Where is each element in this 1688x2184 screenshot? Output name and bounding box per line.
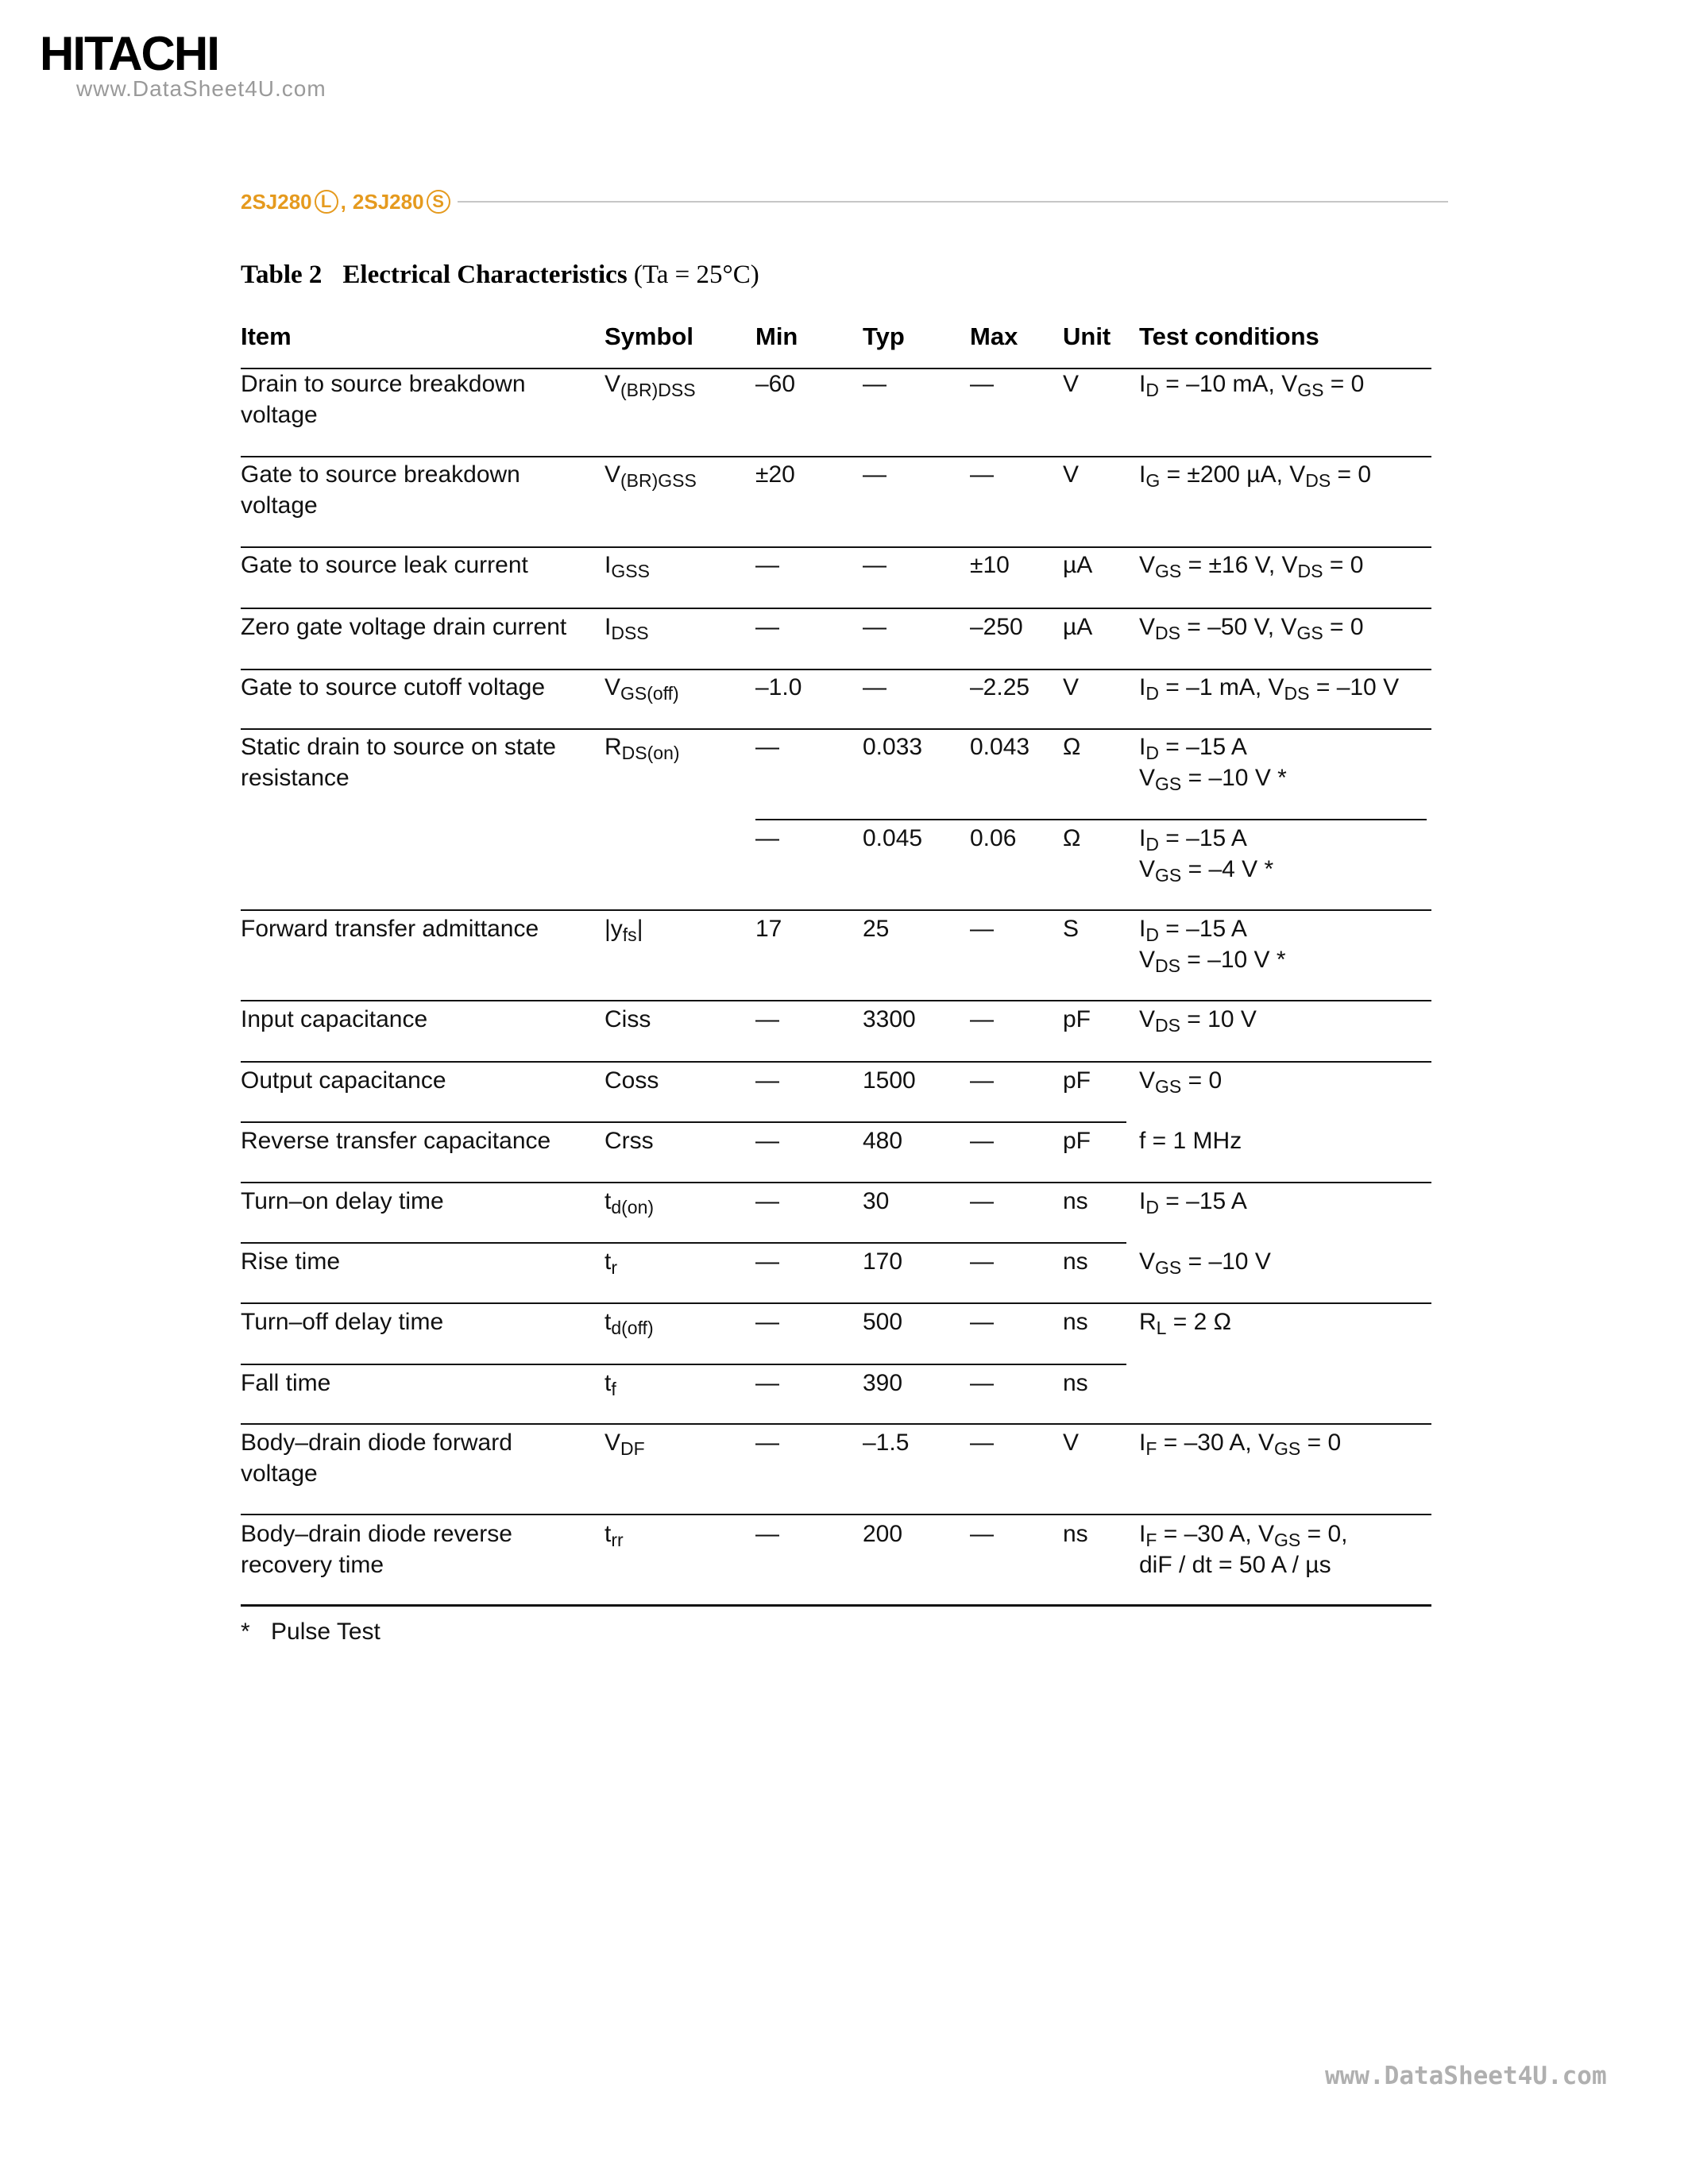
text-run: = 0: [1323, 552, 1364, 578]
row-item-label: Input capacitance: [241, 1006, 428, 1032]
text-run: I: [1139, 1430, 1146, 1456]
row-symbol: [605, 1004, 651, 1035]
row-symbol: [605, 1306, 654, 1337]
row-min: 17: [755, 916, 782, 942]
row-unit: ns: [1063, 1309, 1088, 1335]
subscript: GS: [1296, 623, 1323, 643]
row-test-condition: [1139, 459, 1371, 490]
text-run: = –15 A: [1158, 1188, 1247, 1214]
header-rule: [458, 201, 1448, 203]
row-symbol: [605, 731, 680, 762]
row-max: —: [970, 1521, 994, 1547]
row-test-condition: [1139, 612, 1364, 642]
row-unit: µA: [1063, 552, 1093, 578]
row-unit: V: [1063, 371, 1080, 397]
row-symbol: [605, 550, 650, 581]
row-min: —: [755, 1188, 779, 1214]
row-divider: [241, 728, 1431, 730]
column-header-min: Min: [755, 322, 798, 350]
row-unit: ns: [1063, 1248, 1088, 1275]
row-unit: V: [1063, 1430, 1080, 1456]
row-divider: [241, 1514, 1431, 1515]
text-run: = 0: [1181, 1067, 1223, 1094]
table-title: Electrical Characteristics: [342, 260, 628, 289]
row-symbol: [605, 1518, 624, 1549]
row-typ: 170: [863, 1248, 903, 1275]
row-test-condition: [1139, 1004, 1257, 1035]
table-bottom-rule: [241, 1604, 1431, 1607]
part-number-a: 2SJ280: [241, 189, 312, 214]
row-item-label: voltage: [241, 402, 318, 428]
row-min: –60: [755, 371, 796, 397]
text-run: V: [1139, 856, 1156, 882]
table-label: Table 2: [241, 260, 323, 289]
subscript: DS: [1155, 955, 1180, 976]
row-max: —: [970, 1248, 994, 1275]
subscript: DSS: [611, 623, 649, 643]
column-header-symbol: Symbol: [605, 322, 693, 350]
table-caption: [241, 260, 759, 290]
row-unit: ns: [1063, 1521, 1088, 1547]
row-symbol: [605, 1186, 654, 1217]
row-divider: [241, 546, 1431, 548]
text-run: R: [605, 734, 622, 760]
subscript: L: [1156, 1318, 1167, 1338]
subscript: GS: [1155, 774, 1182, 794]
row-test-condition: [1139, 1427, 1341, 1458]
watermark-top: www.DataSheet4U.com: [76, 76, 326, 101]
text-run: = 10 V: [1180, 1006, 1257, 1032]
row-item-label: voltage: [241, 1461, 318, 1487]
suffix-badge-a: L: [315, 190, 338, 214]
text-run: = 0: [1323, 371, 1365, 397]
subscript: D: [1145, 380, 1159, 400]
row-divider-partial: [241, 1364, 1126, 1365]
row-unit: S: [1063, 916, 1080, 942]
column-header-test-conditions: Test conditions: [1139, 322, 1319, 350]
row-typ: —: [863, 614, 886, 640]
row-max: —: [970, 916, 994, 942]
subscript: GS: [1155, 1257, 1182, 1278]
column-header-max: Max: [970, 322, 1018, 350]
text-run: V: [1139, 552, 1156, 578]
row-min: —: [755, 1128, 779, 1154]
row-typ: —: [863, 674, 886, 700]
row-item-label: Gate to source breakdown: [241, 461, 520, 488]
text-run: V: [605, 674, 621, 700]
subscript: DS(on): [621, 743, 680, 763]
row-test-condition: [1139, 672, 1399, 703]
row-test-condition: [1139, 944, 1286, 975]
row-item-label: Rise time: [241, 1248, 341, 1275]
footnote-mark: *: [241, 1619, 250, 1645]
row-typ: 500: [863, 1309, 903, 1335]
row-max: —: [970, 371, 994, 397]
row-typ: —: [863, 552, 886, 578]
row-max: —: [970, 1430, 994, 1456]
subscript: DS: [1155, 1015, 1180, 1036]
row-unit: pF: [1063, 1128, 1091, 1154]
row-symbol: [605, 1427, 645, 1458]
row-symbol: [605, 913, 643, 944]
text-run: I: [1139, 1188, 1146, 1214]
text-run: = 2 Ω: [1166, 1309, 1232, 1335]
subscript: f: [611, 1379, 616, 1399]
row-min: —: [755, 552, 779, 578]
row-test-condition: [1139, 1065, 1222, 1096]
row-test-condition: [1139, 823, 1247, 854]
text-run: = 0: [1323, 614, 1364, 640]
row-test-condition: [1139, 731, 1247, 762]
row-test-condition: [1139, 1246, 1271, 1277]
text-run: V: [1139, 765, 1156, 791]
row-test-condition: [1139, 1518, 1347, 1549]
row-item-label: resistance: [241, 765, 350, 791]
row-unit: V: [1063, 461, 1080, 488]
footnote-text: Pulse Test: [271, 1619, 380, 1645]
row-min: —: [755, 825, 779, 851]
row-unit: Ω: [1063, 825, 1081, 851]
row-min: —: [755, 1521, 779, 1547]
row-test-condition: [1139, 854, 1273, 885]
row-max: —: [970, 1309, 994, 1335]
row-test-condition: [1139, 1306, 1231, 1337]
column-header-typ: Typ: [863, 322, 905, 350]
subscript: F: [1145, 1438, 1157, 1459]
row-min: —: [755, 1067, 779, 1094]
row-typ: 390: [863, 1370, 903, 1396]
row-min: —: [755, 1248, 779, 1275]
row-typ: 0.033: [863, 734, 923, 760]
text-run: I: [1139, 674, 1146, 700]
row-unit: µA: [1063, 614, 1093, 640]
text-run: = –50 V, V: [1180, 614, 1297, 640]
text-run: V: [1139, 1067, 1156, 1094]
row-symbol: [605, 459, 697, 490]
subscript: DS: [1305, 470, 1331, 491]
row-min: —: [755, 1370, 779, 1396]
subscript: fs: [622, 924, 637, 945]
row-divider-partial: [755, 819, 1427, 820]
row-unit: ns: [1063, 1370, 1088, 1396]
subscript: GS: [1155, 561, 1182, 581]
row-test-condition: [1139, 369, 1364, 399]
row-divider: [241, 1302, 1431, 1304]
row-typ: —: [863, 461, 886, 488]
subscript: (BR)DSS: [620, 380, 696, 400]
row-max: —: [970, 1370, 994, 1396]
text-run: I: [1139, 734, 1146, 760]
row-test-condition: [1139, 1549, 1331, 1580]
row-divider: [241, 1061, 1431, 1063]
text-run: V: [605, 1430, 621, 1456]
row-item-label: Turn–on delay time: [241, 1188, 444, 1214]
text-run: V: [1139, 1248, 1156, 1275]
row-divider: [241, 1182, 1431, 1183]
column-header-item: Item: [241, 322, 292, 350]
text-run: = –10 V: [1181, 1248, 1271, 1275]
row-item-label: Output capacitance: [241, 1067, 446, 1094]
text-run: t: [605, 1370, 612, 1396]
row-symbol: [605, 1065, 659, 1096]
text-run: V: [605, 371, 621, 397]
row-typ: 1500: [863, 1067, 916, 1094]
subscript: GS: [1274, 1438, 1301, 1459]
table-conditions: (Ta = 25°C): [633, 260, 759, 289]
row-symbol: [605, 612, 649, 642]
text-run: Coss: [605, 1067, 659, 1094]
row-symbol: [605, 1246, 617, 1277]
row-item-label: Reverse transfer capacitance: [241, 1128, 551, 1154]
text-run: f = 1 MHz: [1139, 1128, 1242, 1154]
row-unit: V: [1063, 674, 1080, 700]
row-typ: –1.5: [863, 1430, 910, 1456]
row-max: —: [970, 1188, 994, 1214]
text-run: t: [605, 1188, 612, 1214]
text-run: I: [1139, 461, 1146, 488]
text-run: t: [605, 1248, 612, 1275]
row-test-condition: [1139, 762, 1287, 793]
subscript: D: [1145, 924, 1159, 945]
row-min: —: [755, 734, 779, 760]
text-run: I: [1139, 916, 1146, 942]
text-run: I: [1139, 1521, 1146, 1547]
text-run: |y: [605, 916, 623, 942]
subscript: D: [1145, 743, 1159, 763]
text-run: t: [605, 1521, 612, 1547]
row-max: —: [970, 1006, 994, 1032]
row-typ: 3300: [863, 1006, 916, 1032]
part-number-header: [241, 186, 1448, 218]
text-run: = ±200 µA, V: [1160, 461, 1306, 488]
row-item-label: recovery time: [241, 1552, 384, 1578]
text-run: V: [1139, 947, 1156, 973]
text-run: = –4 V *: [1181, 856, 1274, 882]
row-unit: pF: [1063, 1067, 1091, 1094]
text-run: = ±16 V, V: [1181, 552, 1298, 578]
subscript: DS: [1297, 561, 1323, 581]
row-max: 0.06: [970, 825, 1017, 851]
row-test-condition: [1139, 1186, 1247, 1217]
suffix-badge-b: S: [427, 190, 450, 214]
text-run: V: [1139, 614, 1156, 640]
row-divider-partial: [241, 1121, 1126, 1123]
part-separator: ,: [340, 189, 346, 214]
row-item-label: Turn–off delay time: [241, 1309, 444, 1335]
row-typ: 25: [863, 916, 890, 942]
row-max: 0.043: [970, 734, 1030, 760]
subscript: D: [1145, 1197, 1159, 1217]
row-item-label: Static drain to source on state: [241, 734, 556, 760]
subscript: r: [611, 1257, 618, 1278]
subscript: D: [1145, 834, 1159, 855]
text-run: V: [605, 461, 621, 488]
text-run: = –30 A, V: [1157, 1521, 1275, 1547]
text-run: = 0: [1331, 461, 1372, 488]
text-run: = 0: [1300, 1430, 1342, 1456]
row-item-label: Zero gate voltage drain current: [241, 614, 567, 640]
row-test-condition: [1139, 1125, 1242, 1156]
row-unit: pF: [1063, 1006, 1091, 1032]
row-min: —: [755, 614, 779, 640]
text-run: diF / dt = 50 A / µs: [1139, 1552, 1331, 1578]
row-divider: [241, 456, 1431, 457]
text-run: = 0,: [1300, 1521, 1348, 1547]
footnote: [241, 1619, 380, 1646]
text-run: = –15 A: [1158, 916, 1247, 942]
hitachi-logo: HITACHI: [40, 27, 218, 80]
text-run: = –15 A: [1158, 825, 1247, 851]
row-max: —: [970, 1128, 994, 1154]
row-max: –250: [970, 614, 1023, 640]
row-max: —: [970, 1067, 994, 1094]
text-run: Ciss: [605, 1006, 651, 1032]
row-item-label: Forward transfer admittance: [241, 916, 539, 942]
row-test-condition: [1139, 550, 1363, 581]
text-run: I: [1139, 371, 1146, 397]
row-item-label: voltage: [241, 492, 318, 519]
row-test-condition: [1139, 913, 1247, 944]
row-typ: 200: [863, 1521, 903, 1547]
row-divider: [241, 669, 1431, 670]
row-divider: [241, 1423, 1431, 1425]
row-typ: 480: [863, 1128, 903, 1154]
row-unit: Ω: [1063, 734, 1081, 760]
row-item-label: Body–drain diode forward: [241, 1430, 512, 1456]
row-divider: [241, 608, 1431, 609]
part-number-b: 2SJ280: [352, 189, 424, 214]
row-min: ±20: [755, 461, 795, 488]
row-min: —: [755, 1309, 779, 1335]
row-divider: [241, 1000, 1431, 1001]
row-max: —: [970, 461, 994, 488]
text-run: = –30 A, V: [1157, 1430, 1275, 1456]
row-symbol: [605, 672, 679, 703]
subscript: GS: [1155, 865, 1182, 886]
subscript: F: [1145, 1530, 1157, 1550]
row-min: –1.0: [755, 674, 802, 700]
text-run: R: [1139, 1309, 1157, 1335]
watermark-bottom: www.DataSheet4U.com: [1325, 2062, 1607, 2090]
text-run: = –10 V *: [1181, 765, 1287, 791]
row-item-label: Drain to source breakdown: [241, 371, 526, 397]
text-run: = –10 mA, V: [1158, 371, 1298, 397]
subscript: GS: [1297, 380, 1324, 400]
subscript: DS: [1284, 683, 1310, 704]
subscript: GSS: [611, 561, 650, 581]
row-symbol: [605, 369, 696, 399]
subscript: G: [1145, 470, 1161, 491]
subscript: D: [1145, 683, 1159, 704]
subscript: GS: [1274, 1530, 1301, 1550]
subscript: d(off): [611, 1318, 654, 1338]
text-run: t: [605, 1309, 612, 1335]
text-run: = –1 mA, V: [1158, 674, 1284, 700]
subscript: d(on): [611, 1197, 655, 1217]
row-typ: —: [863, 371, 886, 397]
row-item-label: Gate to source cutoff voltage: [241, 674, 546, 700]
row-symbol: [605, 1125, 654, 1156]
text-run: |: [636, 916, 643, 942]
subscript: DS: [1155, 623, 1180, 643]
text-run: Crss: [605, 1128, 654, 1154]
row-min: —: [755, 1006, 779, 1032]
text-run: V: [1139, 1006, 1156, 1032]
subscript: GS: [1155, 1076, 1182, 1097]
row-item-label: Fall time: [241, 1370, 331, 1396]
subscript: GS(off): [620, 683, 679, 704]
text-run: I: [605, 614, 612, 640]
text-run: I: [1139, 825, 1146, 851]
row-symbol: [605, 1368, 616, 1399]
text-run: = –10 V: [1309, 674, 1400, 700]
row-divider: [241, 909, 1431, 911]
row-typ: 30: [863, 1188, 890, 1214]
row-item-label: Body–drain diode reverse: [241, 1521, 512, 1547]
text-run: = –15 A: [1158, 734, 1247, 760]
text-run: I: [605, 552, 612, 578]
subscript: rr: [611, 1530, 624, 1550]
row-unit: ns: [1063, 1188, 1088, 1214]
row-item-label: Gate to source leak current: [241, 552, 528, 578]
row-min: —: [755, 1430, 779, 1456]
column-header-unit: Unit: [1063, 322, 1111, 350]
row-typ: 0.045: [863, 825, 923, 851]
header-rule-bottom: [241, 368, 1431, 369]
row-max: –2.25: [970, 674, 1030, 700]
subscript: (BR)GSS: [620, 470, 697, 491]
subscript: DF: [620, 1438, 645, 1459]
row-divider-partial: [241, 1242, 1126, 1244]
text-run: = –10 V *: [1180, 947, 1286, 973]
row-max: ±10: [970, 552, 1010, 578]
